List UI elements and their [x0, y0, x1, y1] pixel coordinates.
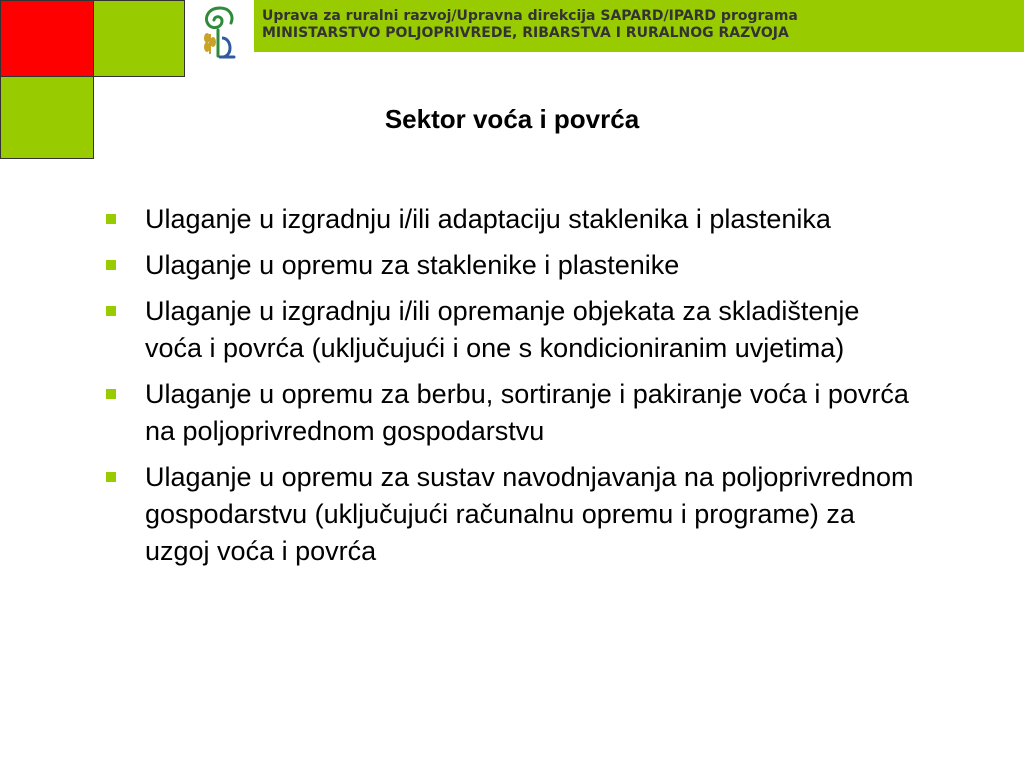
- bullet-item: [104, 459, 914, 570]
- bullet-text: Ulaganje u opremu za staklenike i plastenike: [145, 250, 680, 280]
- square-bullet-icon: [106, 472, 116, 482]
- logo-graphic: [198, 4, 242, 60]
- bullet-text: Ulaganje u opremu za sustav navodnjavanja na poljoprivrednom gospodarstvu (uključujući računalnu opremu i programe) za uzgoj voća i povrća: [145, 462, 914, 566]
- header-banner: [254, 0, 1024, 52]
- bullet-list: [104, 201, 914, 579]
- bullet-item: [104, 247, 914, 284]
- square-bullet-icon: [106, 306, 116, 316]
- bullet-text: Ulaganje u izgradnju i/ili opremanje objekata za skladištenje voća i povrća (uključujući i one s kondicioniranim uvjetima): [145, 296, 860, 363]
- bullet-item: [104, 376, 914, 450]
- bullet-text: Ulaganje u izgradnju i/ili adaptaciju staklenika i plastenika: [145, 204, 831, 234]
- bullet-text: Ulaganje u opremu za berbu, sortiranje i pakiranje voća i povrća na poljoprivrednom gospodarstvu: [145, 379, 909, 446]
- slide-title: Sektor voća i povrća: [384, 104, 640, 134]
- decor-square-green-top: [93, 0, 185, 77]
- square-bullet-icon: [106, 214, 116, 224]
- square-bullet-icon: [106, 260, 116, 270]
- square-bullet-icon: [106, 389, 116, 399]
- decor-square-red: [0, 0, 94, 77]
- ipard-leaf-logo-icon: [198, 4, 242, 60]
- bullet-item: [104, 293, 914, 367]
- bullet-item: [104, 201, 914, 238]
- banner-line-2: MINISTARSTVO POLJOPRIVREDE, RIBARSTVA I RURALNOG RAZVOJA: [262, 25, 789, 41]
- banner-line-1: Uprava za ruralni razvoj/Upravna direkcija SAPARD/IPARD programa: [262, 8, 798, 24]
